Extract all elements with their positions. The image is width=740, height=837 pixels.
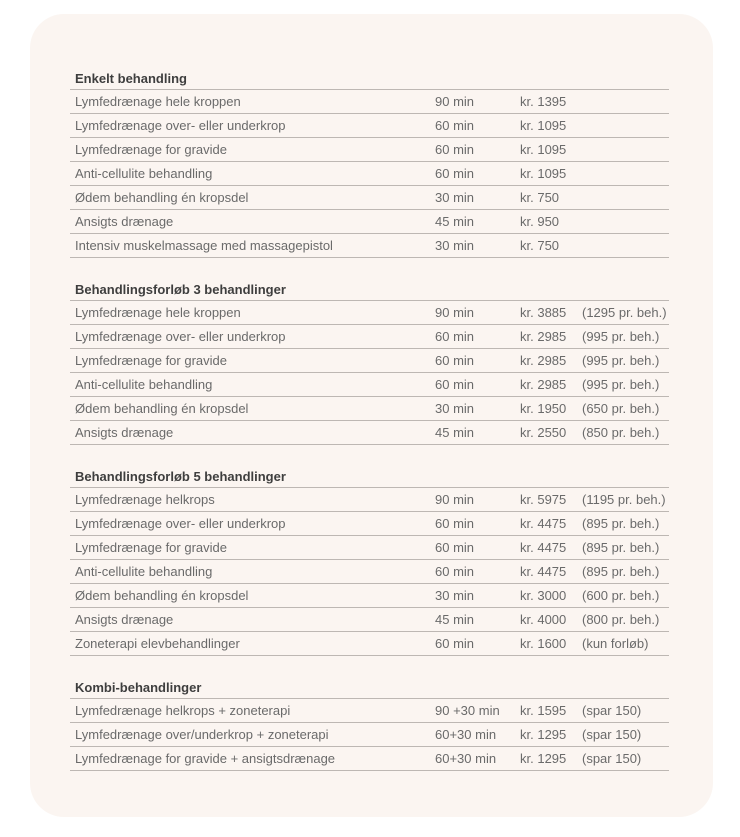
price-row (70, 90, 669, 114)
treatment-name: Ødem behandling én kropsdel (75, 401, 249, 416)
treatment-price: kr. 950 (520, 214, 560, 229)
treatment-name: Lymfedrænage for gravide (75, 142, 227, 157)
price-section (70, 677, 669, 771)
treatment-note: (895 pr. beh.) (582, 564, 660, 579)
treatment-note: (895 pr. beh.) (582, 540, 660, 555)
treatment-name: Lymfedrænage for gravide (75, 540, 227, 555)
treatment-price: kr. 1595 (520, 703, 567, 718)
price-row (70, 560, 669, 584)
treatment-duration: 60 min (435, 540, 475, 555)
section-title: Behandlingsforløb 5 behandlinger (70, 466, 669, 488)
price-row (70, 162, 669, 186)
treatment-name: Ansigts drænage (75, 214, 174, 229)
treatment-name: Lymfedrænage hele kroppen (75, 94, 241, 109)
price-row (70, 536, 669, 560)
treatment-price: kr. 1095 (520, 166, 567, 181)
treatment-price: kr. 1095 (520, 142, 567, 157)
treatment-note: (995 pr. beh.) (582, 353, 660, 368)
price-row (70, 699, 669, 723)
treatment-duration: 90 min (435, 305, 475, 320)
section-title: Behandlingsforløb 3 behandlinger (70, 279, 669, 301)
treatment-price: kr. 1600 (520, 636, 567, 651)
treatment-duration: 30 min (435, 238, 475, 253)
treatment-note: (895 pr. beh.) (582, 516, 660, 531)
treatment-name: Lymfedrænage hele kroppen (75, 305, 241, 320)
treatment-duration: 60 min (435, 636, 475, 651)
treatment-note: (650 pr. beh.) (582, 401, 660, 416)
treatment-price: kr. 2985 (520, 329, 567, 344)
treatment-duration: 60 min (435, 142, 475, 157)
treatment-duration: 60 min (435, 118, 475, 133)
treatment-name: Lymfedrænage for gravide (75, 353, 227, 368)
treatment-duration: 60+30 min (435, 751, 497, 766)
treatment-duration: 45 min (435, 214, 475, 229)
treatment-price: kr. 2985 (520, 377, 567, 392)
treatment-duration: 45 min (435, 425, 475, 440)
treatment-duration: 60 min (435, 353, 475, 368)
treatment-note: (850 pr. beh.) (582, 425, 660, 440)
price-list-card (30, 14, 713, 817)
treatment-price: kr. 4475 (520, 516, 567, 531)
price-row (70, 723, 669, 747)
treatment-price: kr. 3000 (520, 588, 567, 603)
treatment-name: Lymfedrænage over- eller underkrop (75, 118, 286, 133)
price-section (70, 279, 669, 445)
price-row (70, 747, 669, 771)
treatment-name: Ansigts drænage (75, 612, 174, 627)
treatment-name: Lymfedrænage helkrops + zoneterapi (75, 703, 291, 718)
price-row (70, 421, 669, 445)
treatment-note: (600 pr. beh.) (582, 588, 660, 603)
treatment-name: Lymfedrænage over- eller underkrop (75, 329, 286, 344)
treatment-name: Lymfedrænage for gravide + ansigtsdrænage (75, 751, 336, 766)
treatment-name: Ansigts drænage (75, 425, 174, 440)
treatment-duration: 30 min (435, 190, 475, 205)
treatment-name: Anti-cellulite behandling (75, 564, 213, 579)
treatment-note: (995 pr. beh.) (582, 329, 660, 344)
price-row (70, 138, 669, 162)
price-row (70, 512, 669, 536)
treatment-name: Anti-cellulite behandling (75, 377, 213, 392)
treatment-name: Anti-cellulite behandling (75, 166, 213, 181)
treatment-note: (spar 150) (582, 727, 642, 742)
treatment-duration: 30 min (435, 588, 475, 603)
treatment-name: Lymfedrænage over/underkrop + zoneterapi (75, 727, 329, 742)
treatment-name: Zoneterapi elevbehandlinger (75, 636, 240, 651)
treatment-name: Lymfedrænage over- eller underkrop (75, 516, 286, 531)
treatment-duration: 90 +30 min (435, 703, 500, 718)
treatment-price: kr. 2985 (520, 353, 567, 368)
treatment-price: kr. 5975 (520, 492, 567, 507)
price-row (70, 349, 669, 373)
price-row (70, 608, 669, 632)
section-title: Enkelt behandling (70, 68, 669, 90)
price-section (70, 68, 669, 258)
price-row (70, 210, 669, 234)
treatment-note: (995 pr. beh.) (582, 377, 660, 392)
treatment-duration: 60 min (435, 166, 475, 181)
treatment-duration: 60 min (435, 564, 475, 579)
treatment-note: (1195 pr. beh.) (582, 492, 666, 507)
treatment-name: Lymfedrænage helkrops (75, 492, 215, 507)
treatment-price: kr. 750 (520, 190, 560, 205)
treatment-note: (kun forløb) (582, 636, 649, 651)
treatment-price: kr. 1295 (520, 727, 567, 742)
treatment-price: kr. 750 (520, 238, 560, 253)
treatment-duration: 90 min (435, 94, 475, 109)
treatment-note: (spar 150) (582, 751, 642, 766)
treatment-duration: 90 min (435, 492, 475, 507)
price-row (70, 373, 669, 397)
treatment-name: Ødem behandling én kropsdel (75, 588, 249, 603)
treatment-price: kr. 2550 (520, 425, 567, 440)
treatment-note: (1295 pr. beh.) (582, 305, 667, 320)
treatment-name: Intensiv muskelmassage med massagepistol (75, 238, 333, 253)
treatment-duration: 60 min (435, 516, 475, 531)
treatment-name: Ødem behandling én kropsdel (75, 190, 249, 205)
treatment-price: kr. 1395 (520, 94, 567, 109)
price-row (70, 234, 669, 258)
section-title: Kombi-behandlinger (70, 677, 669, 699)
price-row (70, 114, 669, 138)
treatment-duration: 30 min (435, 401, 475, 416)
treatment-price: kr. 4000 (520, 612, 567, 627)
treatment-note: (spar 150) (582, 703, 642, 718)
treatment-duration: 60+30 min (435, 727, 497, 742)
price-row (70, 397, 669, 421)
price-list (70, 68, 669, 792)
price-row (70, 584, 669, 608)
price-row (70, 301, 669, 325)
treatment-price: kr. 1950 (520, 401, 567, 416)
price-row (70, 325, 669, 349)
price-row (70, 632, 669, 656)
treatment-price: kr. 4475 (520, 540, 567, 555)
treatment-note: (800 pr. beh.) (582, 612, 660, 627)
price-row (70, 488, 669, 512)
treatment-duration: 45 min (435, 612, 475, 627)
treatment-price: kr. 1095 (520, 118, 567, 133)
treatment-price: kr. 4475 (520, 564, 567, 579)
price-section (70, 466, 669, 656)
price-row (70, 186, 669, 210)
treatment-duration: 60 min (435, 329, 475, 344)
treatment-price: kr. 3885 (520, 305, 567, 320)
treatment-duration: 60 min (435, 377, 475, 392)
treatment-price: kr. 1295 (520, 751, 567, 766)
